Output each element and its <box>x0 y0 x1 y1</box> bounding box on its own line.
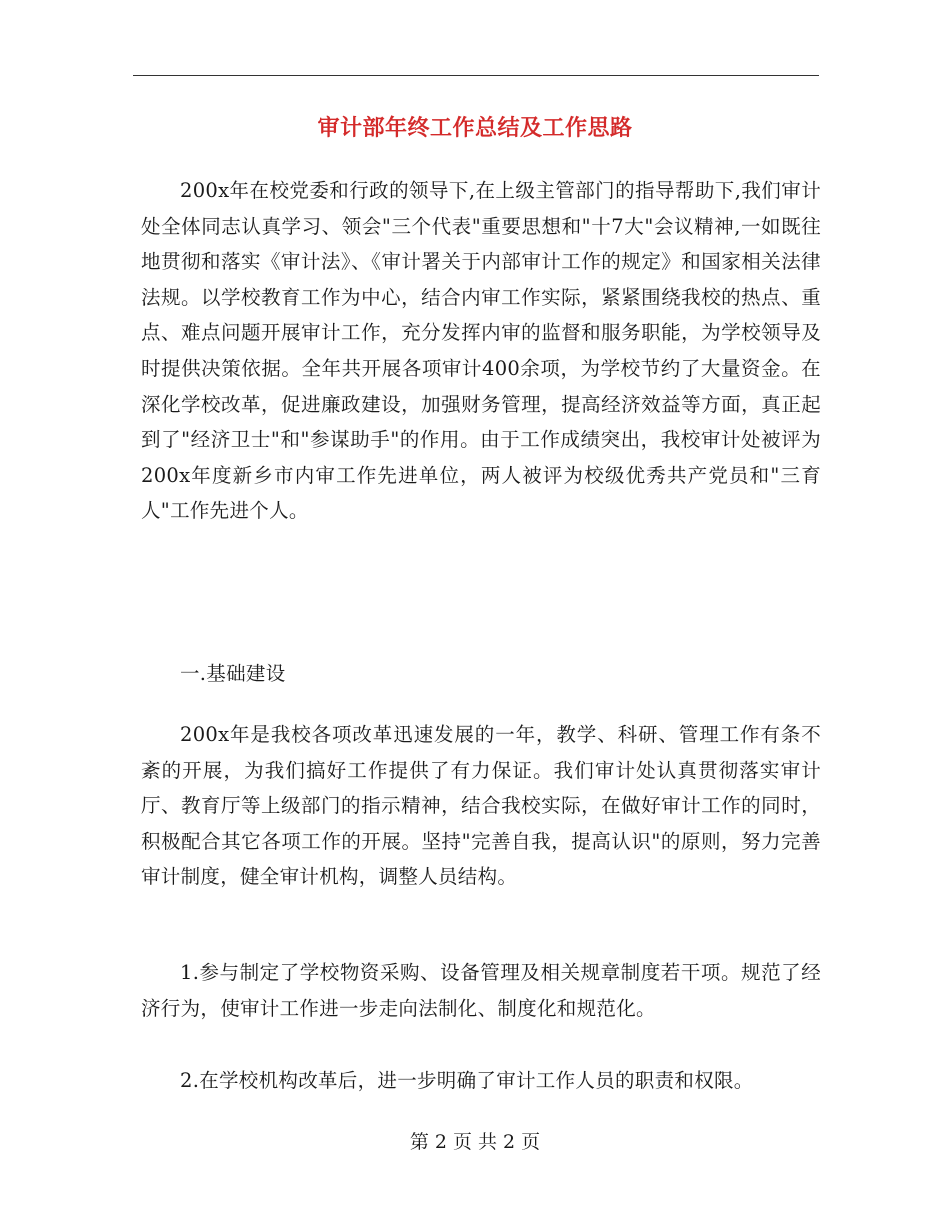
document-title: 审计部年终工作总结及工作思路 <box>317 115 633 141</box>
intro-paragraph: 200x年在校党委和行政的领导下,在上级主管部门的指导帮助下,我们审计处全体同志认真学习、领会"三个代表"重要思想和"十7大"会议精神,一如既往地贯彻和落实《审计法》、《审计署关于内部审计工作的规定》和国家相关法律法规。以学校教育工作为中心，结合内审工作实际，紧紧围绕我校的热点、重点、难点问题开展审计工作，充分发挥内审的监督和服务职能，为学校领导及时提供决策依据。全年共开展各项审计400余项，为学校节约了大量资金。在深化学校改革，促进廉政建设，加强财务管理，提高经济效益等方面，真正起到了"经济卫士"和"参谋助手"的作用。由于工作成绩突出，我校审计处被评为200x年度新乡市内审工作先进单位，两人被评为校级优秀共产党员和"三育人"工作先进个人。 <box>141 179 821 523</box>
section-body-paragraph: 200x年是我校各项改革迅速发展的一年，教学、科研、管理工作有条不紊的开展，为我们搞好工作提供了有力保证。我们审计处认真贯彻落实审计厅、教育厅等上级部门的指示精神，结合我校实际，在做好审计工作的同时，积极配合其它各项工作的开展。坚持"完善自我，提高认识"的原则，努力完善审计制度，健全审计机构，调整人员结构。 <box>141 723 821 889</box>
list-item-1: 1.参与制定了学校物资采购、设备管理及相关规章制度若干项。规范了经济行为，使审计工作进一步走向法制化、制度化和规范化。 <box>141 961 821 1020</box>
section-heading: 一.基础建设 <box>180 662 286 685</box>
header-rule <box>133 75 819 76</box>
list-item-2: 2.在学校机构改革后，进一步明确了审计工作人员的职责和权限。 <box>180 1069 754 1092</box>
page-footer: 第 2 页 共 2 页 <box>409 1131 541 1153</box>
